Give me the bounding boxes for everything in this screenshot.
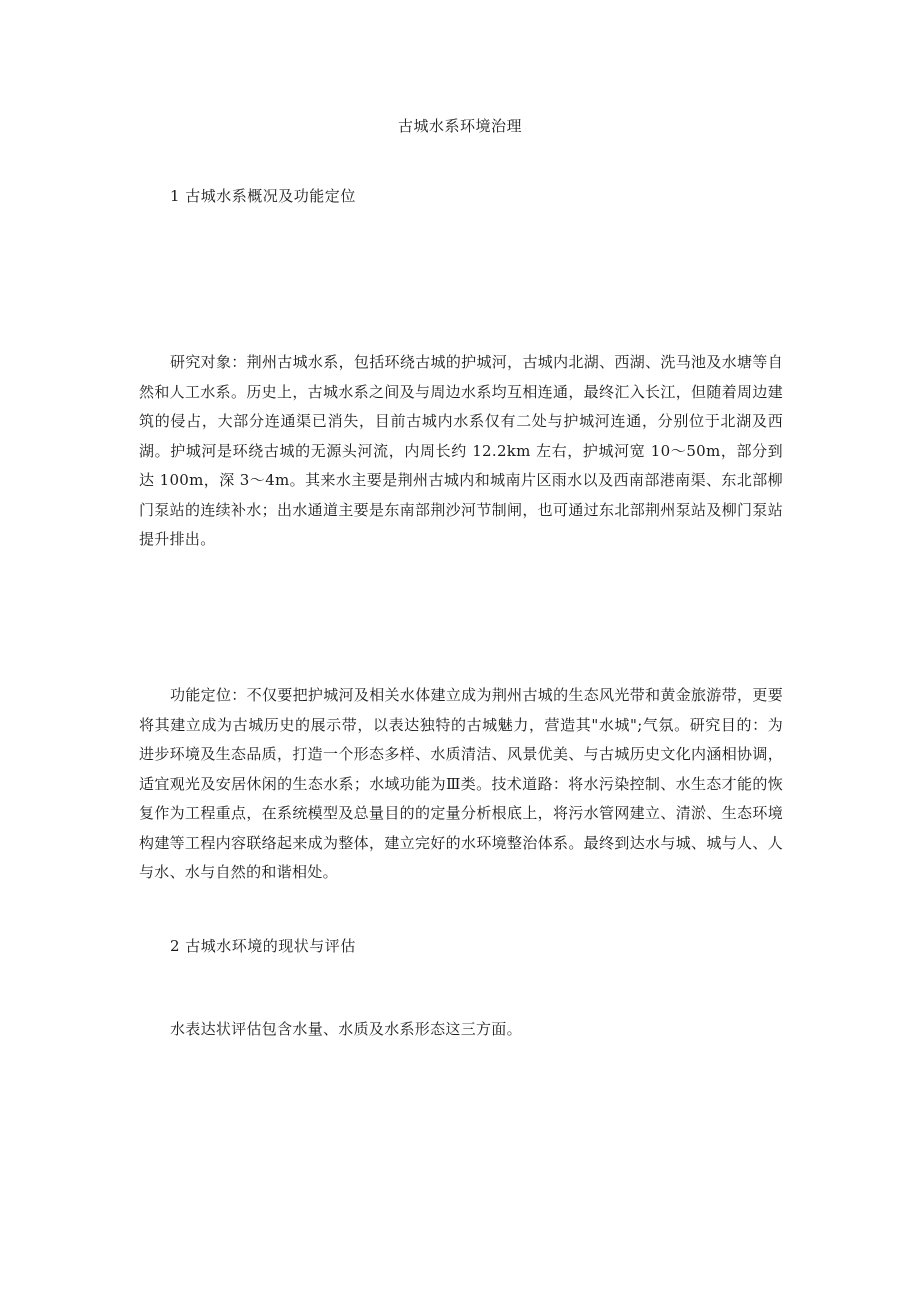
paragraph-assessment: 水表达状评估包含水量、水质及水系形态这三方面。 xyxy=(170,1020,522,1038)
paragraph-function-positioning: 功能定位：不仅要把护城河及相关水体建立成为荆州古城的生态风光带和黄金旅游带，更要将其建立成为古城历史的展示带，以表达独特的古城魅力，营造其"水城";气氛。研究目的：为进步环境及生态品质，打造一个形态多样、水质清洁、风景优美、与古城历史文化内涵相协调，适宜观光及安居休闲的生态水系；水域功能为Ⅲ类。技术道路：将水污染控制、水生态才能的恢复作为工程重点，在系统模型及总量目的的定量分析根底上，将污水管网建立、清淤、生态环境构建等工程内容联络起来成为整体，建立完好的水环境整治体系。最终到达水与城、城与人、人与水、水与自然的和谐相处。 xyxy=(139,686,783,881)
paragraph-research-object: 研究对象：荆州古城水系，包括环绕古城的护城河，古城内北湖、西湖、洗马池及水塘等自然和人工水系。历史上，古城水系之间及与周边水系均互相连通，最终汇入长江，但随着周边建筑的侵占，大部分连通渠已消失，目前古城内水系仅有二处与护城河连通，分别位于北湖及西湖。护城河是环绕古城的无源头河流，内周长约 12.2km 左右，护城河宽 10～50m，部分到达 100m，深 3～4m。其来水主要是荆州古城内和城南片区雨水以及西南部港南渠、东北部柳门泵站的连续补水；出水通道主要是东南部荆沙河节制闸，也可通过东北部荆州泵站及柳门泵站提升排出。 xyxy=(139,353,783,548)
document-title: 古城水系环境治理 xyxy=(397,117,522,135)
section-heading-2: 2 古城水环境的现状与评估 xyxy=(170,937,356,955)
section-heading-1: 1 古城水系概况及功能定位 xyxy=(170,187,356,205)
